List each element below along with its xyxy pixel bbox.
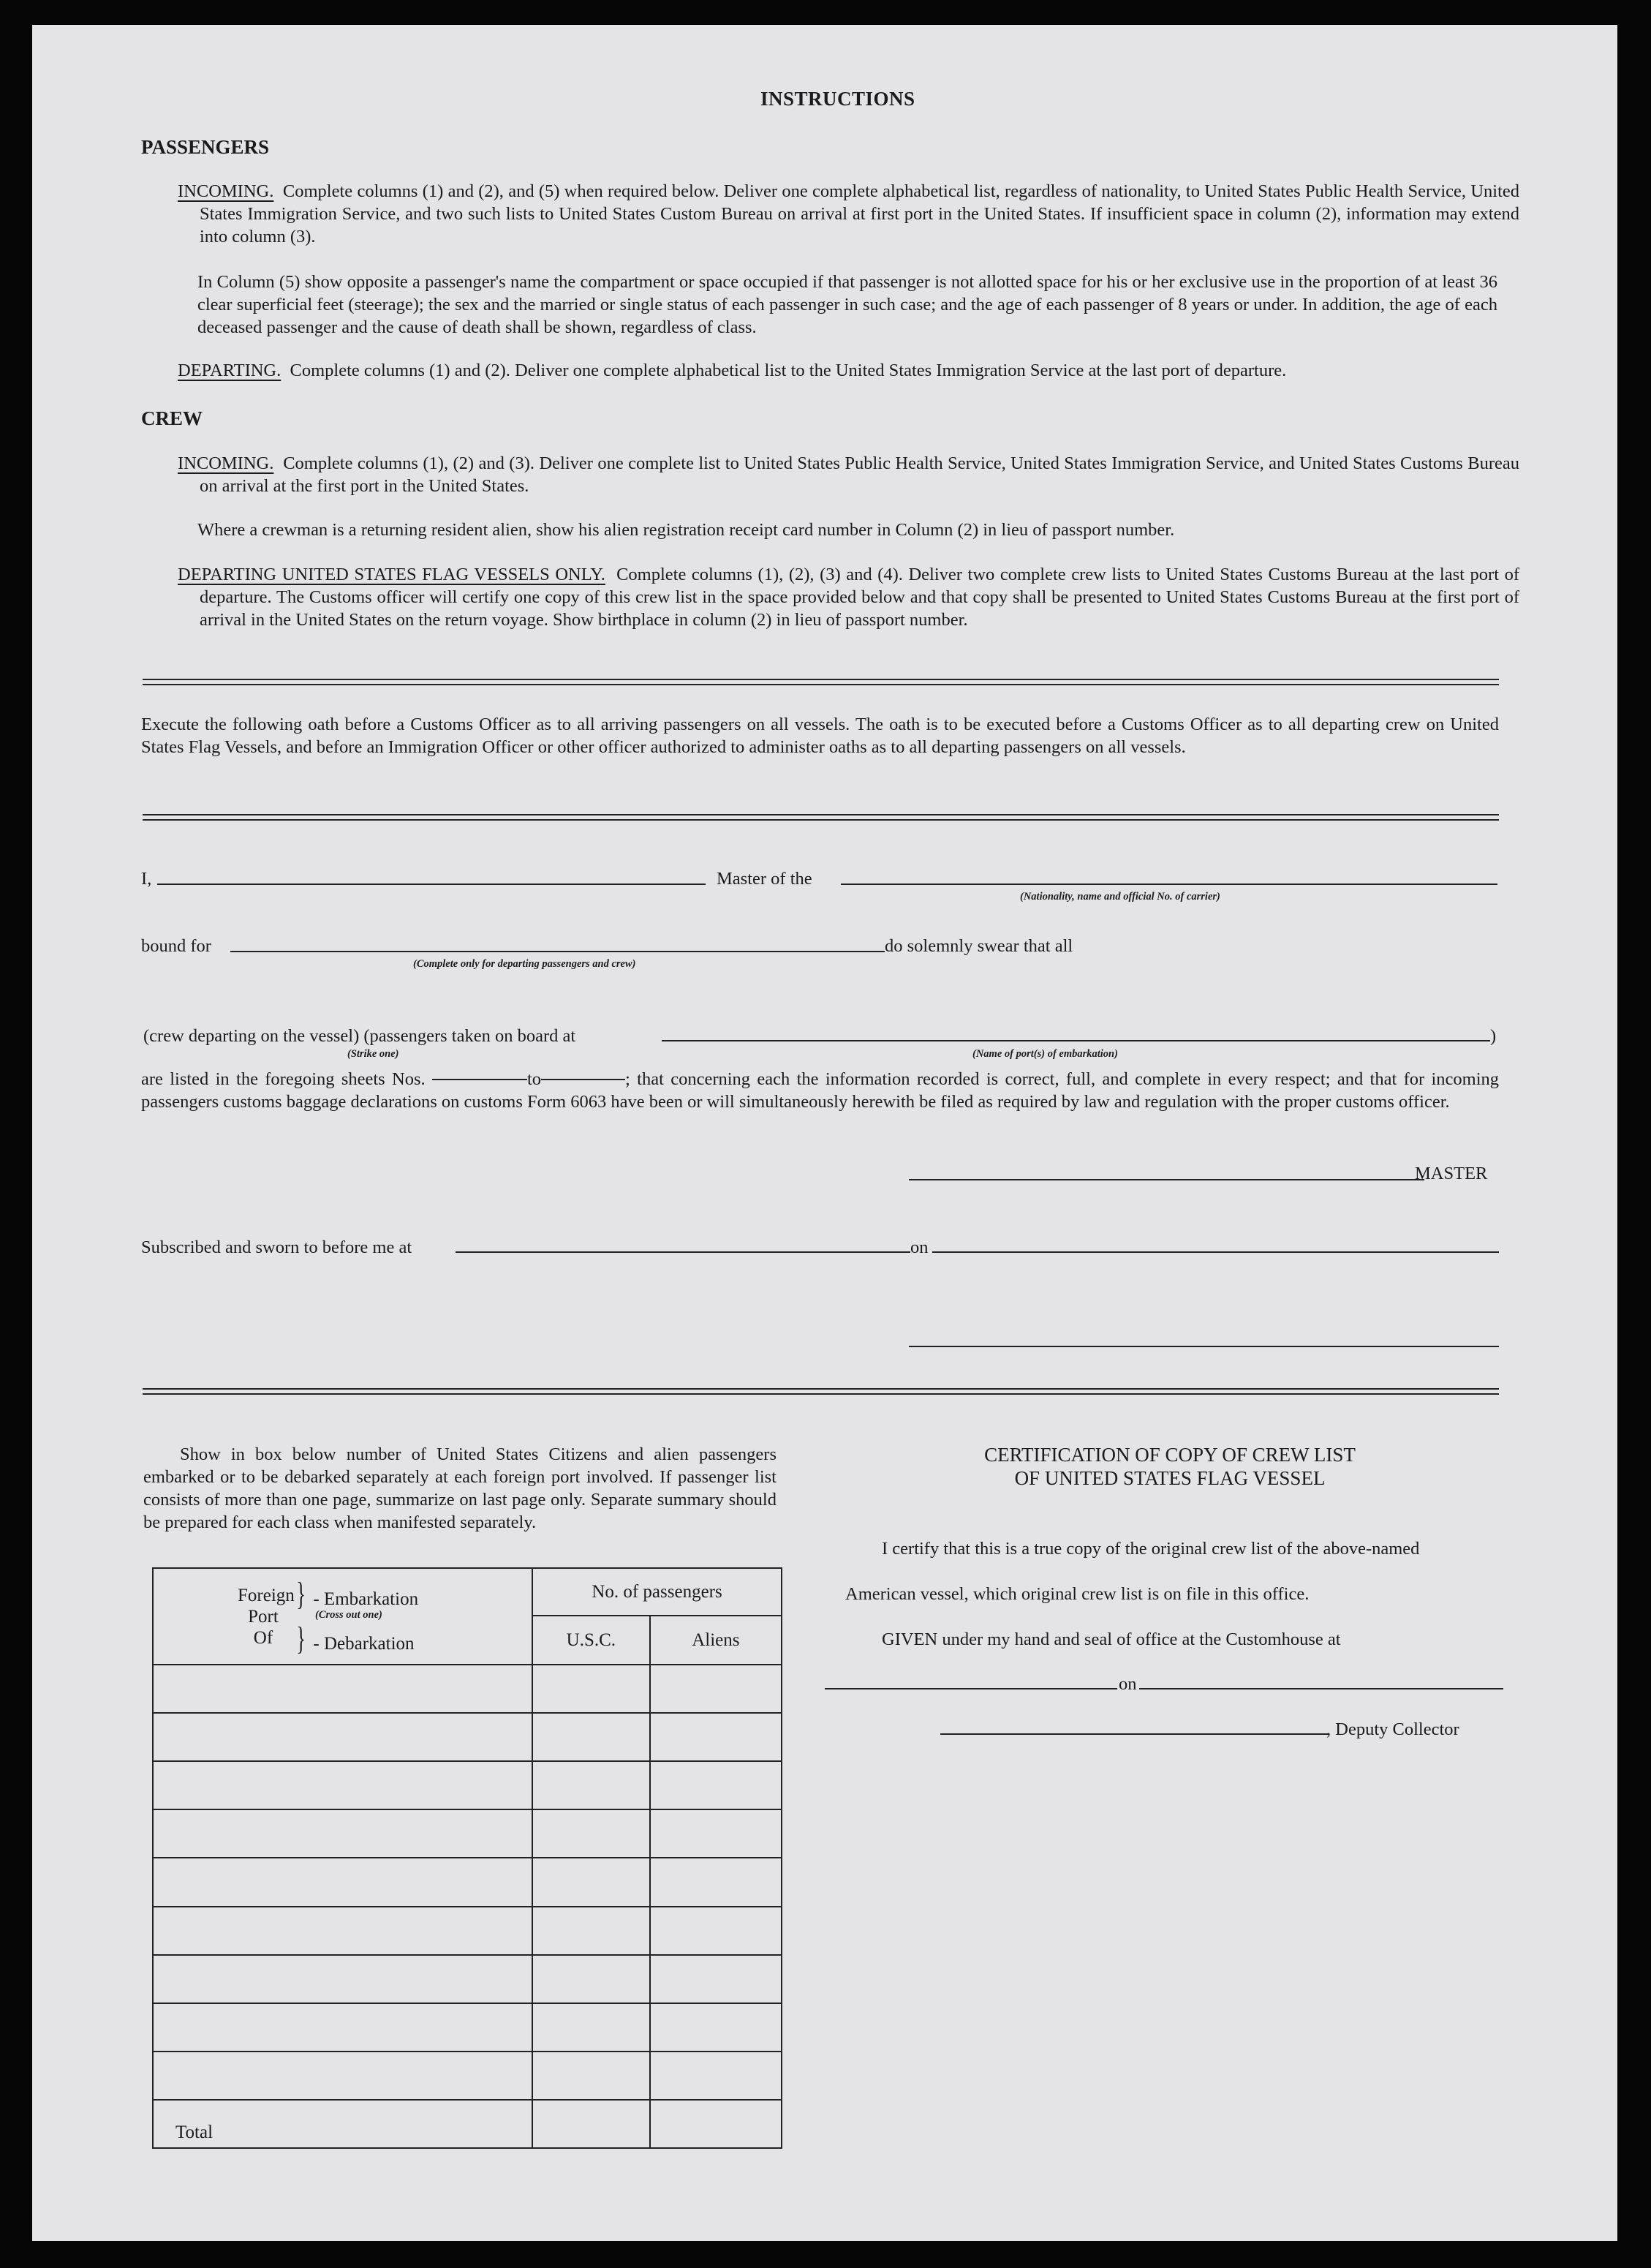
aliens-total-cell[interactable] (650, 2100, 782, 2148)
aliens-cell[interactable] (650, 1907, 782, 1955)
passengers-heading: PASSENGERS (141, 136, 270, 158)
sheet-from-field[interactable] (432, 1079, 527, 1080)
carrier-field[interactable] (841, 884, 1497, 885)
port-cell[interactable] (153, 1761, 532, 1809)
usc-cell[interactable] (532, 1955, 650, 2003)
customhouse-field[interactable] (825, 1688, 1117, 1689)
section-divider (143, 679, 1499, 685)
table-row (153, 1907, 782, 1955)
table-row (153, 1761, 782, 1809)
usc-cell[interactable] (532, 2052, 650, 2100)
usc-header: U.S.C. (532, 1616, 650, 1665)
table-row (153, 1809, 782, 1858)
total-row (153, 2100, 782, 2148)
foreign-label: Foreign (238, 1585, 295, 1605)
total-label: Total (153, 2100, 532, 2148)
certification-certify-text: I certify that this is a true copy of the original crew list of the above-named (882, 1539, 1420, 1559)
port-cell[interactable] (153, 1809, 532, 1858)
certification-deputy-collector: , Deputy Collector (1326, 1719, 1459, 1739)
usc-cell[interactable] (532, 1907, 650, 1955)
certification-given-text: GIVEN under my hand and seal of office at the Customhouse at (882, 1630, 1341, 1649)
certification-title-line1: CERTIFICATION OF COPY OF CREW LIST (984, 1444, 1356, 1466)
certification-on-label: on (1119, 1674, 1137, 1694)
aliens-cell[interactable] (650, 2052, 782, 2100)
oath-subscribed-label: Subscribed and sworn to before me at (141, 1237, 412, 1257)
debarkation-label: - Debarkation (313, 1633, 415, 1654)
aliens-cell[interactable] (650, 1809, 782, 1858)
usc-cell[interactable] (532, 1761, 650, 1809)
sworn-on-date-field[interactable] (932, 1251, 1499, 1253)
master-signature-field[interactable] (909, 1179, 1424, 1180)
oath-to-label: to (526, 1069, 542, 1089)
crew-incoming-text: Complete columns (1), (2) and (3). Deliver one complete list to United States Public Health Service, United States Immigration Service, and United States Customs Bureau on arrival at the first port in the United States. (200, 453, 1519, 496)
oath-listed-rest: ; that concerning each the information recorded is correct, full, and complete in every respect; and that for incoming passengers customs baggage declarations on customs Form 6063 have been or will simultaneously herewith be filed as required by law and regulation with the proper customs officer. (141, 1069, 1500, 1112)
oath-master-of-the: Master of the (717, 869, 812, 889)
aliens-header: Aliens (650, 1616, 782, 1665)
deputy-collector-signature-field[interactable] (940, 1733, 1328, 1735)
crew-incoming-paragraph (178, 452, 1519, 497)
oath-on-label: on (910, 1237, 929, 1257)
passengers-incoming-label: INCOMING. (178, 181, 274, 201)
oath-close-paren: ) (1490, 1026, 1497, 1046)
certification-title (841, 1443, 1499, 1490)
table-row (153, 2052, 782, 2100)
certification-date-field[interactable] (1139, 1688, 1503, 1689)
crew-incoming-label: INCOMING. (178, 453, 274, 473)
passengers-incoming-paragraph (178, 180, 1519, 248)
aliens-cell[interactable] (650, 1761, 782, 1809)
bound-for-field[interactable] (230, 951, 885, 952)
oath-listed-prefix: are listed in the foregoing sheets Nos. (141, 1069, 426, 1089)
table-row (153, 1713, 782, 1761)
port-cell[interactable] (153, 1858, 532, 1906)
oath-intro-paragraph: Execute the following oath before a Customs Officer as to all arriving passengers on all vessels. The oath is to be executed before a Customs Officer as to all departing crew on United States Flag Vessels, and before an Immigration Officer or other officer authorized to administer oaths as to all departing passengers on all vessels. (141, 715, 1499, 757)
certification-american-text: American vessel, which original crew list is on file in this office. (845, 1584, 1310, 1604)
table-row (153, 1665, 782, 1713)
aliens-cell[interactable] (650, 1955, 782, 2003)
section-divider (143, 814, 1499, 821)
usc-cell[interactable] (532, 1858, 650, 1906)
usc-cell[interactable] (532, 2003, 650, 2052)
of-label: Of (253, 1627, 273, 1648)
sworn-at-field[interactable] (456, 1251, 910, 1253)
strike-one-caption: (Strike one) (347, 1048, 399, 1060)
ports-caption: (Name of port(s) of embarkation) (972, 1048, 1118, 1060)
certification-title-line2: OF UNITED STATES FLAG VESSEL (1014, 1467, 1326, 1489)
table-row (153, 1858, 782, 1906)
no-of-passengers-header: No. of passengers (532, 1568, 782, 1616)
usc-cell[interactable] (532, 1665, 650, 1713)
brace-icon: } (296, 1620, 306, 1657)
crew-departing-text: Complete columns (1), (2), (3) and (4). Deliver two complete crew lists to United States Customs Bureau at the last port of departure. The Customs officer will certify one copy of this crew list in the space provided below and that copy shall be presented to United States Customs Bureau at the first port of arrival in the United States on the return voyage. Show birthplace in column (2) in lieu of passport number. (200, 565, 1519, 630)
complete-only-caption: (Complete only for departing passengers and crew) (413, 958, 636, 970)
brace-icon: } (296, 1575, 306, 1612)
passengers-departing-text: Complete columns (1) and (2). Deliver one complete alphabetical list to the United States Immigration Service at the last port of departure. (290, 361, 1287, 380)
port-label: Port (248, 1606, 279, 1627)
sheet-to-field[interactable] (541, 1079, 625, 1080)
oath-crew-passengers-text: (crew departing on the vessel) (passengers taken on board at (143, 1026, 576, 1046)
instructions-title: INSTRUCTIONS (760, 88, 915, 110)
passengers-departing-paragraph (178, 359, 1501, 382)
aliens-cell[interactable] (650, 1858, 782, 1906)
passengers-departing-label: DEPARTING. (178, 361, 282, 380)
crew-resident-paragraph: Where a crewman is a returning resident alien, show his alien registration receipt card number in Column (2) in lieu of passport number. (197, 520, 1175, 540)
aliens-cell[interactable] (650, 1713, 782, 1761)
officer-signature-field[interactable] (909, 1346, 1499, 1347)
oath-bound-for: bound for (141, 936, 211, 956)
cross-out-caption: (Cross out one) (315, 1608, 382, 1621)
port-cell[interactable] (153, 1713, 532, 1761)
foreign-port-header (153, 1568, 532, 1665)
crew-departing-paragraph (178, 563, 1519, 631)
oath-i-label: I, (141, 869, 152, 889)
passengers-column5-paragraph: In Column (5) show opposite a passenger's name the compartment or space occupied if that passenger is not allotted space for his or her exclusive use in the proportion of at least 36 clear superficial feet (steerage); the sex and the married or single status of each passenger in such case; and the age of each passenger of 8 years or under. In addition, the age of each deceased passenger and the cause of death shall be shown, regardless of class. (197, 272, 1497, 337)
table-row (153, 1955, 782, 2003)
port-cell[interactable] (153, 2052, 532, 2100)
port-cell[interactable] (153, 1907, 532, 1955)
summary-instructions-paragraph: Show in box below number of United States Citizens and alien passengers embarked or to be debarked separately at each foreign port involved. If passenger list consists of more than one page, summarize on last page only. Separate summary should be prepared for each class when manifested separately. (143, 1444, 777, 1532)
aliens-cell[interactable] (650, 1665, 782, 1713)
embarkation-label: - Embarkation (313, 1589, 419, 1609)
port-cell[interactable] (153, 1665, 532, 1713)
crew-departing-label: DEPARTING UNITED STATES FLAG VESSELS ONLY. (178, 565, 605, 584)
oath-listed-paragraph (141, 1068, 1499, 1113)
table-row (153, 2003, 782, 2052)
aliens-cell[interactable] (650, 2003, 782, 2052)
usc-total-cell[interactable] (532, 2100, 650, 2148)
passenger-summary-table (152, 1567, 782, 2149)
crew-heading: CREW (141, 407, 203, 429)
usc-cell[interactable] (532, 1713, 650, 1761)
nationality-caption: (Nationality, name and official No. of carrier) (1020, 891, 1220, 903)
port-cell[interactable] (153, 2003, 532, 2052)
section-divider (143, 1388, 1499, 1395)
master-name-field[interactable] (157, 884, 706, 885)
passengers-incoming-text: Complete columns (1) and (2), and (5) when required below. Deliver one complete alphabetical list, regardless of nationality, to United States Public Health Service, United States Immigration Service, and two such lists to United States Custom Bureau on arrival at first port in the United States. If insufficient space in column (2), information may extend into column (3). (200, 181, 1520, 246)
oath-master-label: MASTER (1415, 1164, 1488, 1183)
oath-do-solemnly-swear: do solemnly swear that all (885, 936, 1073, 956)
ports-field[interactable] (662, 1040, 1490, 1041)
usc-cell[interactable] (532, 1809, 650, 1858)
port-cell[interactable] (153, 1955, 532, 2003)
